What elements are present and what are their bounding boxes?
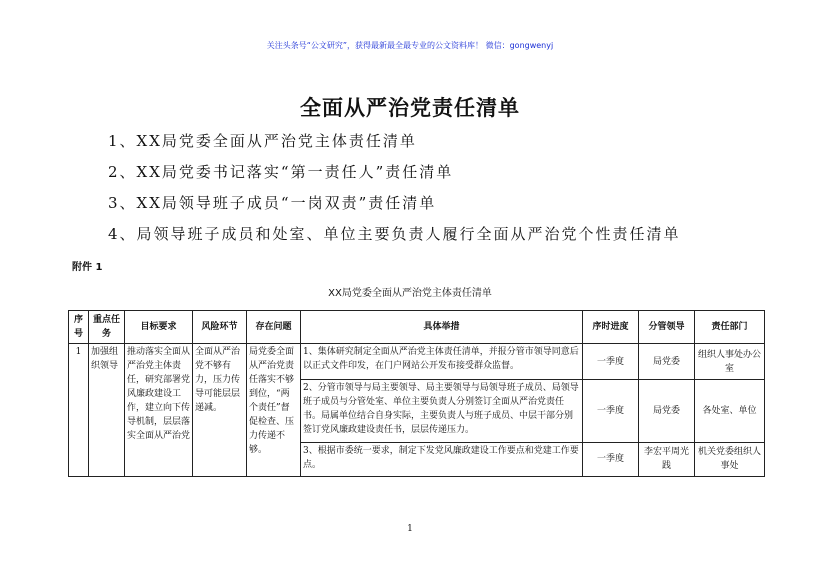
cell-risk: 全面从严治党不够有力，压力传导可能层层递减。 xyxy=(193,344,247,477)
table-of-contents xyxy=(108,126,681,250)
header-task: 重点任务 xyxy=(89,311,125,344)
toc-item: 1、XX局党委全面从严治党主体责任清单 xyxy=(108,132,417,150)
header-banner: 关注头条号“公文研究”，获得最新最全最专业的公文资料库！ 微信：gongwenyj xyxy=(266,41,554,50)
toc-item: 3、XX局领导班子成员“一岗双责”责任清单 xyxy=(108,194,437,212)
toc-item: 4、局领导班子成员和处室、单位主要负责人履行全面从严治党个性责任清单 xyxy=(108,225,681,243)
cell-measure: 3、根据市委统一要求，制定下发党风廉政建设工作要点和党建工作要点。 xyxy=(301,442,583,476)
header-problem: 存在问题 xyxy=(247,311,301,344)
header-progress: 序时进度 xyxy=(583,311,639,344)
cell-leader: 局党委 xyxy=(639,344,695,380)
cell-progress: 一季度 xyxy=(583,380,639,443)
table-row xyxy=(69,344,765,380)
header-leader: 分管领导 xyxy=(639,311,695,344)
cell-goal: 推动落实全面从严治党主体责任，研究部署党风廉政建设工作，建立向下传导机制，层层落实全面从严治党 xyxy=(125,344,193,477)
header-dept: 责任部门 xyxy=(695,311,765,344)
table-header-row xyxy=(69,311,765,344)
document-title: 全面从严治党责任清单 xyxy=(300,95,520,120)
toc-item: 2、XX局党委书记落实“第一责任人”责任清单 xyxy=(108,163,454,181)
cell-progress: 一季度 xyxy=(583,442,639,476)
cell-leader: 局党委 xyxy=(639,380,695,443)
cell-progress: 一季度 xyxy=(583,344,639,380)
responsibility-table xyxy=(68,310,765,477)
cell-task: 加强组织领导 xyxy=(89,344,125,477)
header-measures: 具体举措 xyxy=(301,311,583,344)
cell-dept: 组织人事处办公室 xyxy=(695,344,765,380)
cell-measure: 1、集体研究制定全面从严治党主体责任清单，并报分管市领导同意后以正式文件印发，在门户网站公开发布接受群众监督。 xyxy=(301,344,583,380)
cell-seq: 1 xyxy=(69,344,89,477)
cell-dept: 各处室、单位 xyxy=(695,380,765,443)
page-number: 1 xyxy=(407,524,413,534)
header-seq: 序号 xyxy=(69,311,89,344)
header-goal: 目标要求 xyxy=(125,311,193,344)
cell-problem: 局党委全面从严治党责任落实不够到位，“两个责任”督促检查、压力传递不够。 xyxy=(247,344,301,477)
table-title: XX局党委全面从严治党主体责任清单 xyxy=(328,288,492,299)
attachment-label: 附件 1 xyxy=(72,262,103,273)
cell-dept: 机关党委组织人事处 xyxy=(695,442,765,476)
header-risk: 风险环节 xyxy=(193,311,247,344)
cell-leader: 李宏平周光践 xyxy=(639,442,695,476)
cell-measure: 2、分管市领导与局主要领导、局主要领导与局领导班子成员、局领导班子成员与分管处室、单位主要负责人分别签订全面从严治党责任书。局属单位结合自身实际，主要负责人与班子成员、中层干部分别签订党风廉政建设责任书，层层传递压力。 xyxy=(301,380,583,443)
